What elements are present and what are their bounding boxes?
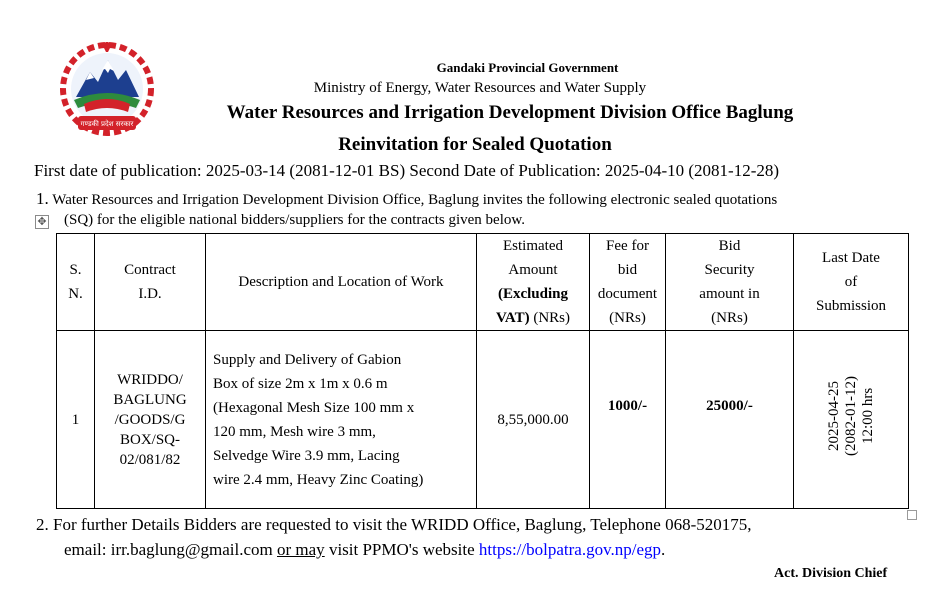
- paragraph-1-line-1: [36, 189, 777, 209]
- paragraph-text: Water Resources and Irrigation Development Division Office, Baglung invites the following electronic sealed quotations: [52, 192, 778, 208]
- header-fee: Fee for bid document (NRs): [590, 234, 666, 331]
- ppmo-website-link[interactable]: https://bolpatra.gov.np/egp: [478, 540, 661, 559]
- publication-dates: First date of publication: 2025-03-14 (2081-12-01 BS) Second Date of Publication: 2025-04-10 (2081-12-28): [34, 161, 780, 180]
- header-bid-security: Bid Security amount in (NRs): [666, 234, 794, 331]
- cell-contract-id: WRIDDO/ BAGLUNG /GOODS/G BOX/SQ- 02/081/82: [95, 331, 206, 509]
- signature-title: Act. Division Chief: [774, 566, 888, 581]
- header-estimated-amount: Estimated Amount (Excluding VAT) (NRs): [477, 234, 590, 331]
- notice-title: Reinvitation for Sealed Quotation: [338, 134, 612, 155]
- paragraph-number: 1.: [36, 189, 49, 208]
- ministry-name: Ministry of Energy, Water Resources and Water Supply: [313, 80, 647, 96]
- last-date-vertical-text: 2025-04-25 (2082-01-12) 12:00 hrs: [825, 375, 876, 456]
- header-last-date: Last Date of Submission: [794, 234, 909, 331]
- cell-fee: 1000/-: [590, 331, 666, 509]
- resize-handle-icon[interactable]: [907, 510, 917, 520]
- paragraph-number: 2.: [36, 515, 49, 534]
- paragraph-2-line-1: [36, 515, 752, 535]
- emblem-banner-text: गण्डकी प्रदेश सरकार: [80, 120, 134, 128]
- or-may-text: or may: [277, 540, 325, 559]
- header-description: Description and Location of Work: [206, 234, 477, 331]
- cell-description: Supply and Delivery of Gabion Box of size 2m x 1m x 0.6 m (Hexagonal Mesh Size 100 mm x 120 mm, Mesh wire 3 mm, Selvedge Wire 3.9 mm, Lacing wire 2.4 mm, Heavy Zinc Coating): [206, 331, 477, 509]
- office-name: Water Resources and Irrigation Development Division Office Baglung: [226, 102, 794, 123]
- paragraph-text: For further Details Bidders are requested to visit the WRIDD Office, Baglung, Telephone 068-520175,: [53, 515, 752, 534]
- cell-sn: 1: [57, 331, 95, 509]
- header-sn: S. N.: [57, 234, 95, 331]
- paragraph-1-line-2: (SQ) for the eligible national bidders/suppliers for the contracts given below.: [64, 212, 525, 228]
- government-name: Gandaki Provincial Government: [436, 60, 619, 75]
- cell-estimated-amount: 8,55,000.00: [477, 331, 590, 509]
- quotation-table: [56, 233, 909, 509]
- move-handle-icon[interactable]: ✥: [35, 215, 49, 229]
- table-header-row: [57, 234, 909, 331]
- cell-last-date: [794, 331, 909, 509]
- header-contract-id: Contract I.D.: [95, 234, 206, 331]
- table-row: [57, 331, 909, 509]
- paragraph-2-line-2: email: irr.baglung@gmail.com or may visit PPMO's website https://bolpatra.gov.np/egp.: [64, 540, 666, 559]
- cell-bid-security: 25000/-: [666, 331, 794, 509]
